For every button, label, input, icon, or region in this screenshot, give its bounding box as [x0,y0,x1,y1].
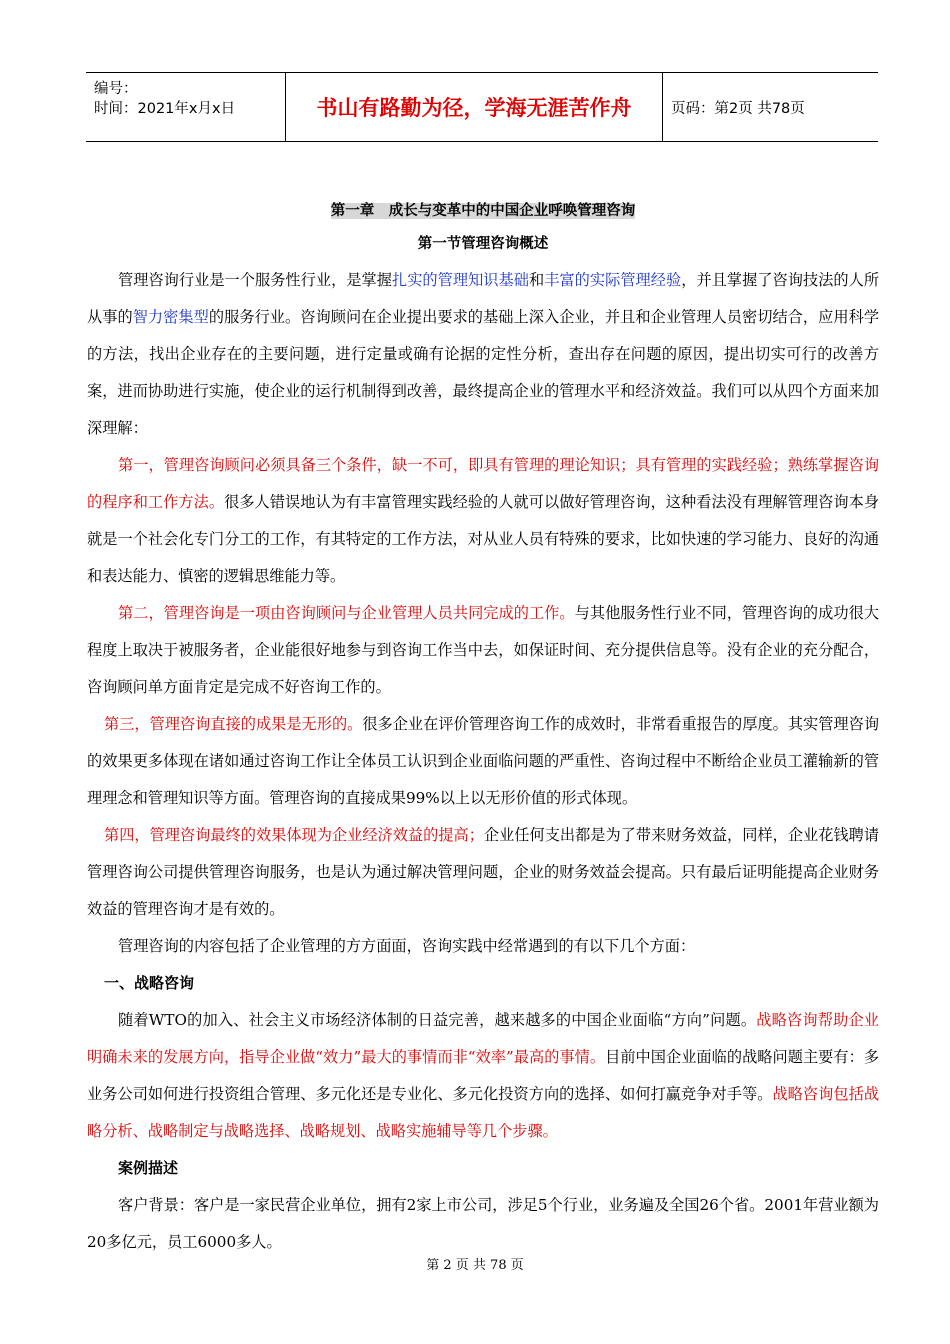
document-body [87,196,879,1261]
text-run: 很多企业在评价管理咨询工作的成效时，非常看重报告的厚度。其实管理咨询的效果更多体现在诸如通过咨询工作让全体员工认识到企业面临问题的严重性、咨询过程中不断给企业员工灌输新的管理理念和管理知识等方面。管理咨询的直接成果99%以上以无形价值的形式体现。 [87,715,880,807]
paragraph-intro [87,262,879,447]
header-motto: 书山有路勤为径，学海无涯苦作舟 [286,73,663,141]
emphasis-text: 第三，管理咨询直接的成果是无形的。 [104,715,363,733]
emphasis-text: 战略咨询包括战略分析、战略制定与战略选择、战略规划、战略实施辅导等几个步骤。 [87,1085,880,1140]
paragraph-strategy [87,1002,879,1150]
heading-strategy: 一、战略咨询 [104,974,195,992]
number-label: 编号： [94,81,138,97]
emphasis-text: 第四，管理咨询最终的效果体现为企业经济效益的提高； [104,826,484,844]
link-intellect-intensive[interactable]: 智力密集型 [132,308,209,326]
paragraph-first-point [87,447,879,595]
page-footer: 第 2 页 共 78 页 [426,1258,524,1273]
link-management-knowledge[interactable]: 扎实的管理知识基础 [391,271,529,289]
paragraph-fourth-point [87,817,879,928]
header-page-info: 页码：第2页 共78页 [671,100,805,117]
heading-case: 案例描述 [118,1159,179,1177]
text-run: 企业任何支出都是为了带来财务效益，同样，企业花钱聘请管理咨询公司提供管理咨询服务，也是认为通过解决管理问题，企业的财务效益会提高。只有最后证明能提高企业财务效益的管理咨询才是有效的。 [87,826,880,918]
chapter-title-text: 第一章 成长与变革中的中国企业呼唤管理咨询 [330,203,636,219]
text-run: 的服务行业。咨询顾问在企业提出要求的基础上深入企业，并且和企业管理人员密切结合，应用科学的方法，找出企业存在的主要问题，进行定量或确有论据的定性分析，查出存在问题的原因，提出切实可行的改善方案，进而协助进行实施，使企业的运行机制得到改善，最终提高企业的管理水平和经济效益。我们可以从四个方面来加深理解： [87,308,880,437]
emphasis-text: 第二，管理咨询是一项由咨询顾问与企业管理人员共同完成的工作。 [118,604,575,622]
header-meta [86,73,286,141]
text-run: 目前中国企业面临的战略问题主要有：多业务公司如何进行投资组合管理、多元化还是专业化、多元化投资方向的选择、如何打赢竞争对手等。 [87,1048,880,1103]
text-run: 随着WTO的加入、社会主义市场经济体制的日益完善，越来越多的中国企业面临“方向”问题。 [118,1011,757,1029]
text-run: ，并且掌握了咨询技法的人所从事的 [87,271,880,326]
text-run: 与其他服务性行业不同，管理咨询的成功很大程度上取决于被服务者，企业能很好地参与到咨询工作当中去，如保证时间、充分提供信息等。没有企业的充分配合，咨询顾问单方面肯定是完成不好咨询工作的。 [87,604,880,696]
paragraph-second-point [87,595,879,706]
link-practical-experience[interactable]: 丰富的实际管理经验 [544,271,682,289]
emphasis-text: 第一，管理咨询顾问必须具备三个条件，缺一不可，即具有管理的理论知识；具有管理的实践经验；熟练掌握咨询的程序和工作方法。 [87,456,879,511]
paragraph-client-background: 客户背景：客户是一家民营企业单位，拥有2家上市公司，涉足5个行业，业务遍及全国26个省。2001年营业额为20多亿元，员工6000多人。 [87,1196,879,1251]
time-label: 时间：2021年x月x日 [94,101,236,117]
chapter-title [87,196,879,226]
page-header [86,72,878,142]
text-run: 管理咨询行业是一个服务性行业，是掌握 [118,271,392,289]
section-title: 第一节管理咨询概述 [417,236,549,252]
paragraph-content-scope: 管理咨询的内容包括了企业管理的方方面面，咨询实践中经常遇到的有以下几个方面： [118,937,696,955]
emphasis-text: 战略咨询帮助企业明确未来的发展方向，指导企业做“效力”最大的事情而非“效率”最高的事情。 [87,1011,879,1066]
text-run: 很多人错误地认为有丰富管理实践经验的人就可以做好管理咨询，这种看法没有理解管理咨询本身就是一个社会化专门分工的工作，有其特定的工作方法，对从业人员有特殊的要求，比如快速的学习能力、良好的沟通和表达能力、慎密的逻辑思维能力等。 [87,493,880,585]
paragraph-third-point [87,706,879,817]
text-run: 和 [528,271,545,289]
